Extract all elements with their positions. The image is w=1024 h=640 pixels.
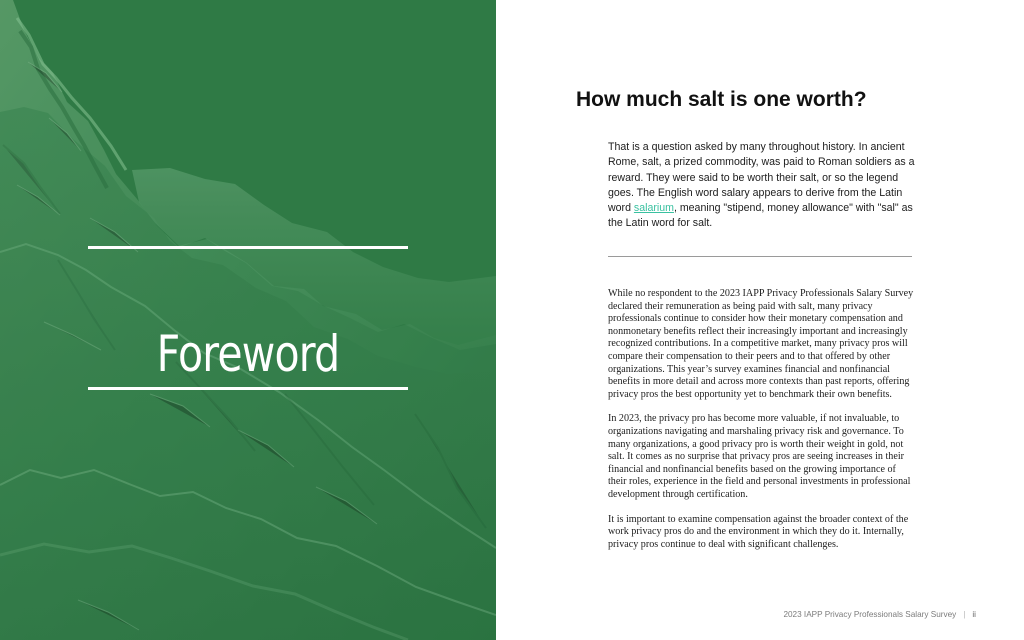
intro-text-after-link: , meaning "stipend, money allowance" with "sal" as the Latin word for salt.: [608, 202, 913, 230]
body-copy: [608, 288, 916, 563]
intro-text-before-link: That is a question asked by many throughout history. In ancient Rome, salt, a prized commodity, was paid to Roman soldiers as a reward. They were said to be worth their salt, or so the legend goes. The English word salary appears to derive from the Latin word: [608, 141, 915, 215]
foreword-title: Foreword: [156, 324, 340, 383]
body-paragraph: It is important to examine compensation against the broader context of the work privacy pros do and the environment in which they do it. Internally, privacy pros continue to deal with significant challenges.: [608, 513, 909, 550]
footer-report-title: 2023 IAPP Privacy Professionals Salary Survey: [783, 610, 957, 619]
top-title-rule: [88, 246, 408, 249]
salarium-link[interactable]: salarium: [633, 202, 674, 215]
article-heading: How much salt is one worth?: [576, 88, 867, 111]
bottom-title-rule: [88, 387, 408, 390]
intro-paragraph: [608, 140, 918, 232]
page-footer: [783, 609, 976, 621]
body-paragraph: While no respondent to the 2023 IAPP Privacy Professionals Salary Survey declared their remuneration as being paid with salt, many privacy professionals continue to consider how their monetary compensation and nonmonetary benefits reflect their increasingly important and increasingly recognized contributions. In a competitive market, many privacy pros will compare their compensation to their peers and to that offered by other organizations. This year’s survey examines financial and nonfinancial benefits in more detail and across more contexts than past reports, offering privacy pros the best opportunity yet to benchmark their own benefits.: [608, 288, 914, 400]
footer-separator: |: [963, 610, 966, 619]
page-number: ii: [972, 610, 976, 619]
section-divider: [608, 256, 912, 257]
text-page-panel: [496, 0, 1024, 640]
body-paragraph: In 2023, the privacy pro has become more valuable, if not invaluable, to organizations navigating and marshaling privacy risk and governance. To many organizations, a good privacy pro is worth their weight in gold, not salt. It comes as no surprise that privacy pros are seeing increases in their financial and nonfinancial benefits based on the growing importance of their roles, experience in the field and personal investments in professional development through certification.: [608, 413, 911, 500]
foreword-cover-panel: [0, 0, 496, 640]
